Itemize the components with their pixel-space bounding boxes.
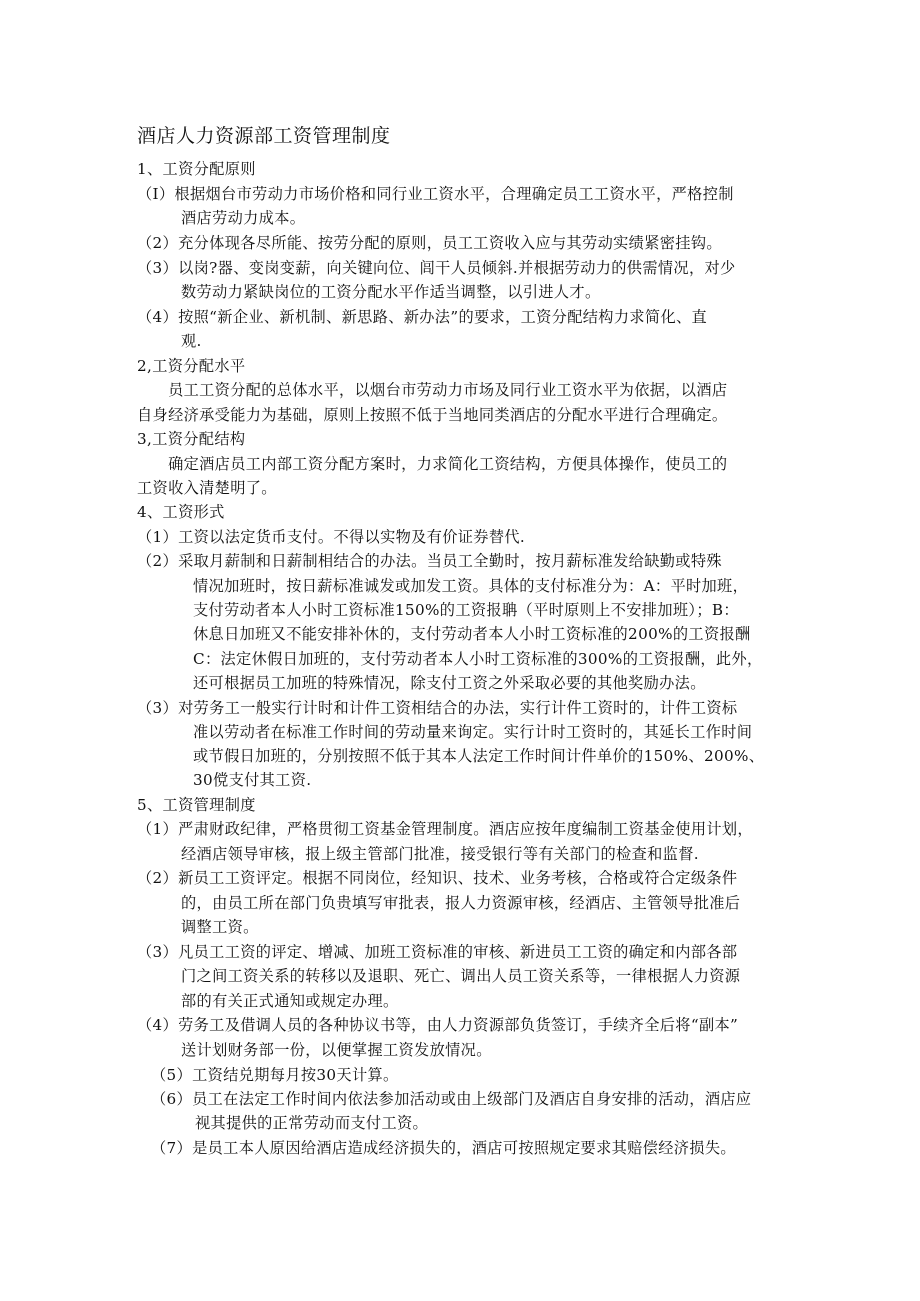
- section-heading-4: 4、工资形式: [137, 503, 225, 521]
- clause-line: （1）工资以法定货币支付。不得以实物及有价证券替代.: [137, 528, 526, 546]
- clause-line: 送计划财务部一份，以便掌握工资发放情况。: [181, 1041, 492, 1059]
- clause-line: （4）按照“新企业、新机制、新思路、新办法”的要求，工资分配结构力求简化、直: [137, 308, 708, 326]
- clause-line: 或节假日加班的，分别按照不低于其本人法定工作时间计件单价的150%、200%、: [193, 747, 765, 765]
- page-title: 酒店人力资源部工资管理制度: [137, 125, 391, 147]
- clause-line: （1）严肃财政纪律，严格贯彻工资基金管理制度。酒店应按年度编制工资基金使用计划，: [137, 820, 753, 838]
- paragraph-line: 工资收入清楚明了。: [137, 479, 277, 497]
- clause-line: 准以劳动者在标准工作时间的劳动量来询定。实行计时工资时的，其延长工作时间: [193, 723, 753, 741]
- clause-line: 还可根据员工加班的特殊情况，除支付工资之外采取必要的其他奖励办法。: [193, 674, 706, 692]
- paragraph-line: 自身经济承受能力为基础，原则上按照不低于当地同类酒店的分配水平进行合理确定。: [137, 406, 728, 424]
- section-heading-1: 1、工资分配原则: [137, 160, 256, 178]
- clause-line: （3）以岗?器、变岗变薪，向关键向位、闾干人员倾斜.并根据劳动力的供需情况，对少: [137, 259, 736, 277]
- clause-line: （6）员工在法定工作时间内依法参加活动或由上级部门及酒店自身安排的活动，酒店应: [151, 1090, 752, 1108]
- clause-line: （3）对劳务工一般实行计时和计件工资相结合的办法，实行计件工资时的，计件工资标: [137, 699, 738, 717]
- clause-line: （5）工资结兑期每月按30天计算。: [151, 1066, 399, 1084]
- clause-line: 部的有关正式通知或规定办理。: [181, 992, 399, 1010]
- clause-line: （4）劳务工及借调人员的各种协议书等，由人力资源部负货签订，手续齐全后将“副本”: [137, 1016, 739, 1034]
- clause-line: 酒店劳动力成本。: [181, 209, 306, 227]
- clause-line: 调整工资。: [181, 918, 259, 936]
- clause-line: （2）充分体现各尽所能、按劳分配的原则，员工工资收入应与其劳动实绩紧密挂钩。: [137, 234, 722, 252]
- clause-line: 门之间工资关系的转移以及退职、死亡、调出人员工资关系等，一律根据人力资源: [181, 967, 741, 985]
- clause-line: 视其提供的正常劳动而支付工资。: [195, 1114, 429, 1132]
- clause-line: （2）新员工工资评定。根据不同岗位，经知识、技术、业务考核，合格或符合定级条件: [137, 869, 738, 887]
- section-heading-3: 3,工资分配结构: [137, 430, 246, 448]
- section-heading-5: 5、工资管理制度: [137, 796, 256, 814]
- clause-line: 情况加班时，按日薪标准诚发或加发工资。具体的支付标准分为：A：平时加班，: [193, 577, 749, 595]
- section-heading-2: 2,工资分配水平: [137, 357, 246, 375]
- clause-line: 的，由员工所在部门负贵填写审批表，报人力资源审核，经酒店、主管领导批准后: [181, 894, 741, 912]
- clause-line: 休息日加班又不能安排补休的，支付劳动者本人小时工资标准的200%的工资报酬: [193, 625, 751, 643]
- clause-line: C：法定休假日加班的，支付劳动者本人小时工资标准的300%的工资报酬，此外，: [193, 650, 763, 668]
- clause-line: （I）根据烟台市劳动力市场价格和同行业工资水平，合理确定员工工资水平，严格控制: [137, 185, 734, 203]
- clause-line: 观.: [181, 332, 202, 350]
- paragraph-line: 员工工资分配的总体水平，以烟台市劳动力市场及同行业工资水平为依据，以酒店: [137, 381, 728, 399]
- clause-line: （2）采取月薪制和日薪制相结合的办法。当员工全勤时，按月薪标准发给缺勤或特殊: [137, 552, 722, 570]
- paragraph-line: 确定酒店员工内部工资分配方案时，力求简化工资结构，方便具体操作，使员工的: [137, 455, 728, 473]
- clause-line: （7）是员工本人原因给酒店造成经济损失的，酒店可按照规定要求其赔偿经济损失。: [151, 1139, 736, 1157]
- clause-line: 数劳动力紧缺岗位的工资分配水平作适当调整，以引进人才。: [181, 283, 601, 301]
- clause-line: 支付劳动者本人小时工资标准150%的工资报聃（平时原则上不安排加班）；B：: [193, 601, 739, 619]
- clause-line: 经酒店领导审核，报上级主管部门批准，接受银行等有关部门的检查和监督.: [181, 845, 699, 863]
- clause-line: （3）凡员工工资的评定、增减、加班工资标准的审核、新进员工工资的确定和内部各部: [137, 943, 738, 961]
- clause-line: 30傥支付其工资.: [193, 771, 312, 789]
